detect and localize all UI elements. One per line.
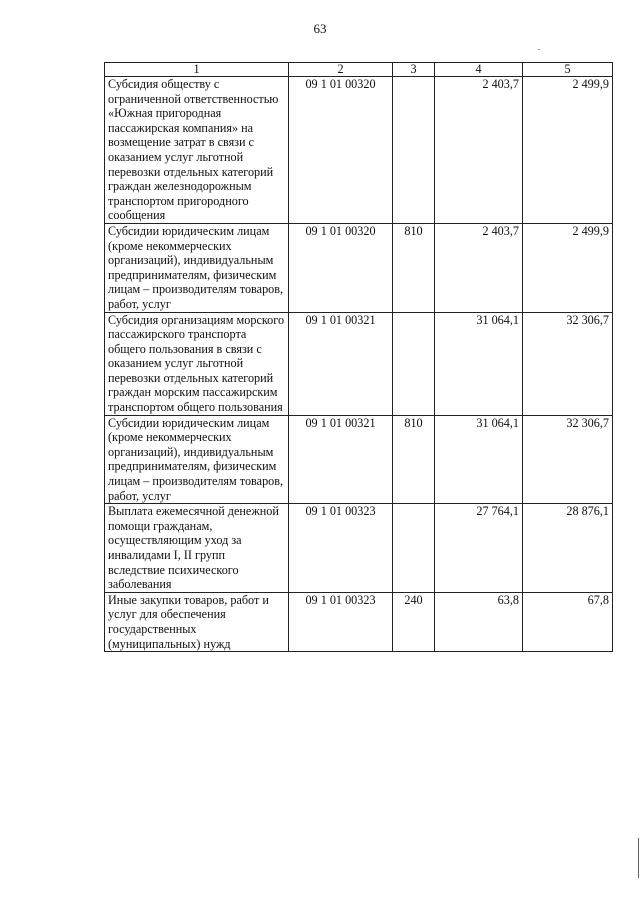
- column-header-5: 5: [523, 63, 613, 77]
- row-value-5-cell: 67,8: [523, 592, 613, 651]
- table-row: [105, 77, 613, 224]
- scan-edge-mark: [638, 838, 639, 878]
- row-vr-cell: [393, 312, 435, 415]
- row-value-5-cell: 32 306,7: [523, 312, 613, 415]
- table-row: [105, 415, 613, 504]
- table-row: [105, 504, 613, 593]
- table-row: [105, 223, 613, 312]
- column-header-3: 3: [393, 63, 435, 77]
- row-vr-cell: 240: [393, 592, 435, 651]
- row-value-5-cell: 2 499,9: [523, 223, 613, 312]
- row-code-cell: 09 1 01 00320: [289, 223, 393, 312]
- row-code-cell: 09 1 01 00321: [289, 415, 393, 504]
- row-name-cell: Субсидии юридическим лицам (кроме некоммерческих организаций), индивидуальным предпринимателям, физическим лицам – производителям товаров, работ, услуг: [105, 223, 289, 312]
- scan-speck: [538, 49, 540, 50]
- row-value-4-cell: 63,8: [435, 592, 523, 651]
- column-header-1: 1: [105, 63, 289, 77]
- row-name-cell: Иные закупки товаров, работ и услуг для обеспечения государственных (муниципальных) нужд: [105, 592, 289, 651]
- column-header-2: 2: [289, 63, 393, 77]
- row-value-4-cell: 2 403,7: [435, 223, 523, 312]
- page-number: 63: [313, 21, 327, 36]
- row-code-cell: 09 1 01 00321: [289, 312, 393, 415]
- row-name-cell: Субсидии юридическим лицам (кроме некоммерческих организаций), индивидуальным предпринимателям, физическим лицам – производителям товаров, работ, услуг: [105, 415, 289, 504]
- row-value-4-cell: 2 403,7: [435, 77, 523, 224]
- row-name-cell: Субсидия обществу с ограниченной ответственностью «Южная пригородная пассажирская компания» на возмещение затрат в связи с оказанием услуг льготной перевозки отдельных категорий граждан железнодорожным транспортом пригородного сообщения: [105, 77, 289, 224]
- row-value-5-cell: 2 499,9: [523, 77, 613, 224]
- row-vr-cell: 810: [393, 223, 435, 312]
- row-value-4-cell: 27 764,1: [435, 504, 523, 593]
- row-value-4-cell: 31 064,1: [435, 415, 523, 504]
- row-value-4-cell: 31 064,1: [435, 312, 523, 415]
- row-vr-cell: [393, 77, 435, 224]
- column-header-4: 4: [435, 63, 523, 77]
- header-row: [105, 63, 613, 77]
- row-vr-cell: [393, 504, 435, 593]
- row-vr-cell: 810: [393, 415, 435, 504]
- row-value-5-cell: 28 876,1: [523, 504, 613, 593]
- row-name-cell: Субсидия организациям морского пассажирского транспорта общего пользования в связи с оказанием услуг льготной перевозки отдельных категорий граждан морским пассажирским транспортом общего пользования: [105, 312, 289, 415]
- table-row: [105, 312, 613, 415]
- row-code-cell: 09 1 01 00323: [289, 592, 393, 651]
- row-name-cell: Выплата ежемесячной денежной помощи гражданам, осуществляющим уход за инвалидами I, II групп вследствие психического заболевания: [105, 504, 289, 593]
- table-row: [105, 592, 613, 651]
- budget-table: [104, 62, 613, 652]
- row-code-cell: 09 1 01 00323: [289, 504, 393, 593]
- row-value-5-cell: 32 306,7: [523, 415, 613, 504]
- row-code-cell: 09 1 01 00320: [289, 77, 393, 224]
